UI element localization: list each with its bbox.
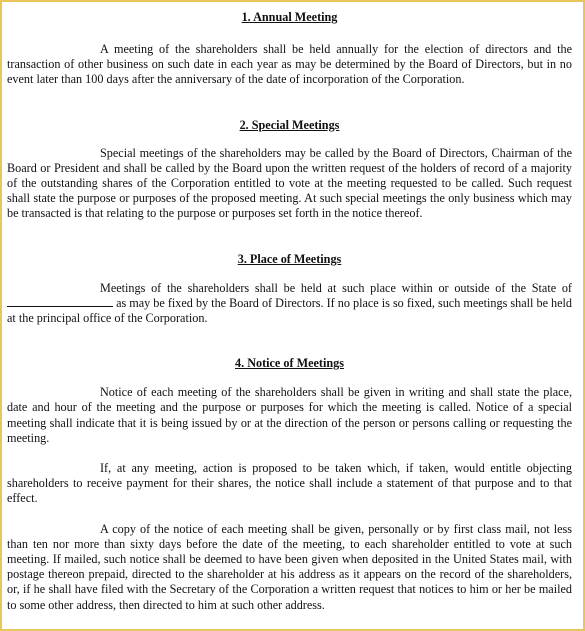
place-text-part1: Meetings of the shareholders shall be held at such place within or outside of the State of [100,280,572,295]
section-heading-place-of-meetings: 3. Place of Meetings [237,251,342,266]
section-paragraph: Special meetings of the shareholders may be called by the Board of Directors, Chairman of the Board or President and shall be called by the Board upon the written request of the holders of record of a majority of the outstanding shares of the Corporation entitled to vote at the meeting requested to be called. Such request shall state the purpose or purposes of the proposed meeting. At such special meetings the only business which may be transacted is that relating to the purpose or purposes set forth in the notice thereof. [7,145,572,221]
section-heading-special-meetings: 2. Special Meetings [239,117,340,132]
section-paragraph: A copy of the notice of each meeting shall be given, personally or by first class mail, not less than ten nor more than sixty days before the date of the meeting, to each shareholder entitled to vote at such meeting. If mailed, such notice shall be deemed to have been given when deposited in the United States mail, with postage thereon prepaid, directed to the shareholder at his address as it appears on the record of the shareholders, or, if he shall have filed with the Secretary of the Corporation a written request that notices to him or her be mailed to some other address, then directed to him at such other address. [7,521,572,612]
section-paragraph [7,281,572,327]
place-text-part2: as may be fixed by the Board of Directors. If no place is so fixed, such meetings shall be held at the principal office of the Corporation. [7,295,573,326]
section-heading-notice-of-meetings: 4. Notice of Meetings [235,356,344,371]
bylaws-document [7,7,572,613]
section-paragraph: A meeting of the shareholders shall be held annually for the election of directors and the transaction of other business on such date in each year as may be determined by the Board of Directors, but in no event later than 100 days after the anniversary of the date of incorporation of the Corporation. [7,42,572,87]
state-blank-line [7,296,113,307]
section-heading-annual-meeting: 1. Annual Meeting [241,10,338,24]
section-paragraph: Notice of each meeting of the shareholders shall be given in writing and shall state the place, date and hour of the meeting and the purpose or purposes for which the meeting is called. Notice of a special meeting shall indicate that it is being issued by or at the direction of the person or persons calling or requesting the meeting. [7,385,572,445]
section-paragraph: If, at any meeting, action is proposed to be taken which, if taken, would entitle objecting shareholders to receive payment for their shares, the notice shall include a statement of that purpose and to that effect. [7,461,572,506]
